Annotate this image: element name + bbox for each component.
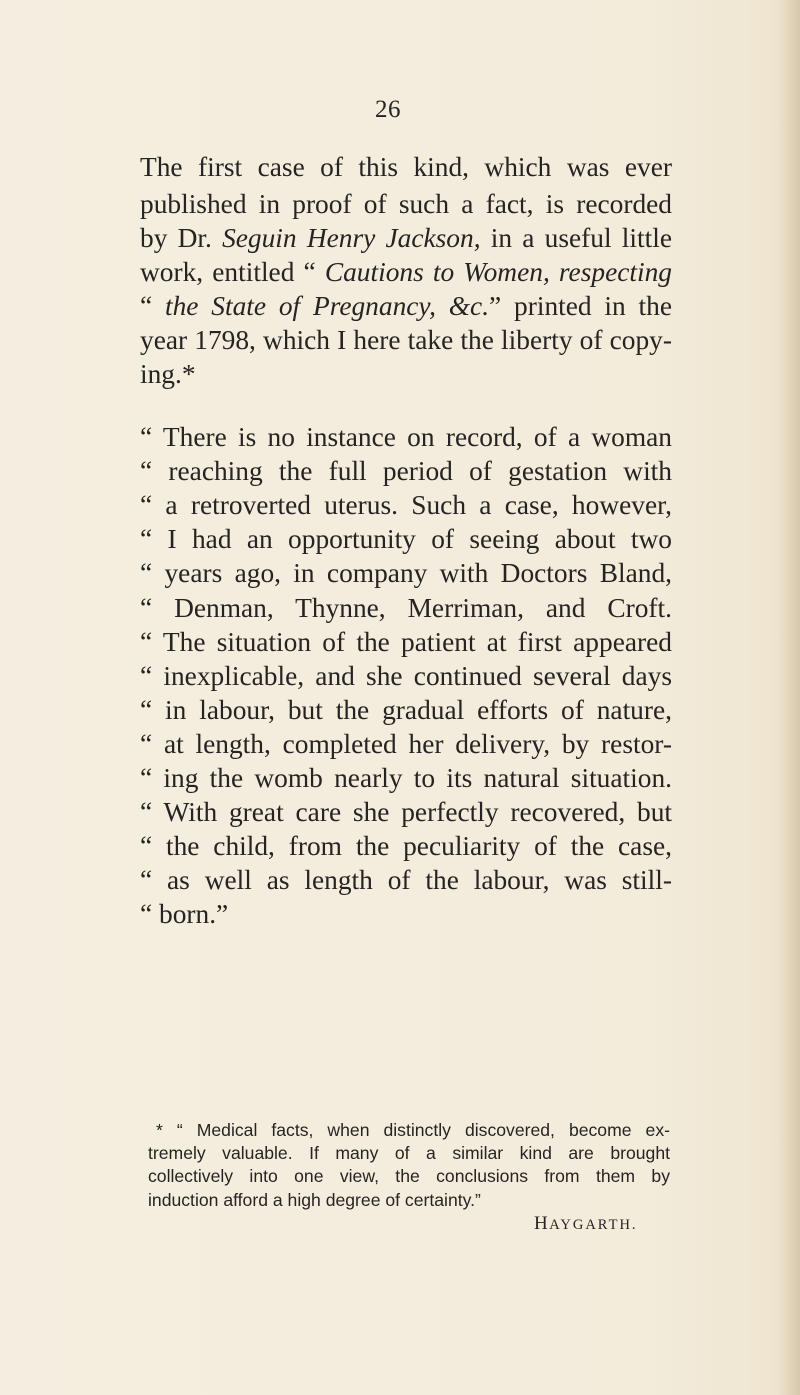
paragraph-line <box>140 255 672 289</box>
text-run: “ <box>140 291 165 321</box>
book-title: Cautions to Women, respecting <box>324 257 672 287</box>
paragraph-line: ing.* <box>140 359 196 389</box>
quote-line: “ With great care she perfectly recovered, but <box>140 797 672 828</box>
quote-line: “ inexplicable, and she continued several days <box>140 660 672 691</box>
footnote-line: * “ Medical facts, when distinctly discovered, become ex- <box>156 1120 670 1140</box>
quote-line: “ reaching the full period of gestation with <box>140 456 672 487</box>
quote-line: “ at length, completed her delivery, by restor- <box>140 728 672 759</box>
quote-line: “ Denman, Thynne, Merriman, and Croft. <box>140 592 672 623</box>
text-run: ” printed in the <box>489 291 672 321</box>
footnote-signature <box>534 1213 638 1235</box>
page-edge-shadow <box>778 0 800 1395</box>
quote-line: “ the child, from the peculiarity of the case, <box>140 831 672 862</box>
page-number: 26 <box>375 96 401 123</box>
signature-initial: H <box>534 1213 550 1234</box>
quote-line: “ born.” <box>140 899 229 930</box>
quote-line: “ a retroverted uterus. Such a case, however, <box>140 490 672 521</box>
paragraph-line <box>140 221 672 255</box>
quote-line: “ There is no instance on record, of a woman <box>140 422 672 452</box>
text-run: by Dr. <box>140 223 223 253</box>
book-title: the State of Pregnancy, &c. <box>164 291 490 321</box>
paragraph-line <box>140 289 672 323</box>
paragraph-line: The first case of this kind, which was ever <box>140 152 672 182</box>
quote-line: “ ing the womb nearly to its natural situation. <box>140 763 672 793</box>
text-run: work, entitled “ <box>140 257 325 287</box>
paragraph-line: published in proof of such a fact, is recorded <box>140 189 672 219</box>
quote-line: “ I had an opportunity of seeing about two <box>140 524 672 555</box>
footnote-line: collectively into one view, the conclusions from them by <box>148 1166 670 1187</box>
footnote-line: induction afford a high degree of certainty.” <box>148 1189 481 1210</box>
author-name: Seguin Henry Jackson, <box>222 223 481 253</box>
footnote-line: tremely valuable. If many of a similar kind are brought <box>148 1143 670 1164</box>
text-run: in a useful little <box>480 223 673 253</box>
quote-line: “ years ago, in company with Doctors Bland, <box>140 558 672 589</box>
quote-line: “ in labour, but the gradual efforts of nature, <box>140 694 672 725</box>
signature-rest: AYGARTH. <box>549 1217 638 1233</box>
quote-line: “ The situation of the patient at first appeared <box>140 626 672 657</box>
quote-line: “ as well as length of the labour, was still- <box>140 865 672 896</box>
paragraph-line: year 1798, which I here take the liberty of copy- <box>140 325 672 355</box>
